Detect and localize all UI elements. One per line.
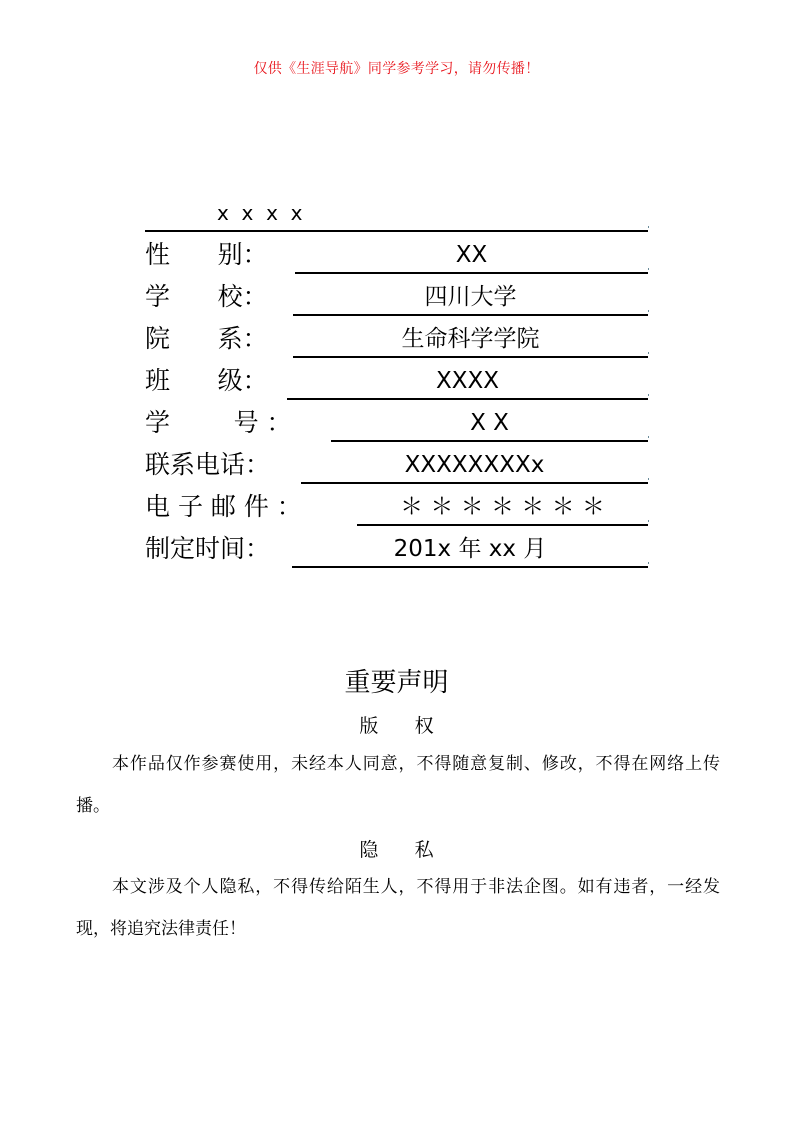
department-field-line: [293, 322, 648, 358]
class-label: 班 级：: [145, 366, 268, 395]
watermark-notice: 仅供《生涯导航》同学参考学习，请勿传播！: [253, 61, 540, 77]
privacy-heading: 隐 私: [359, 839, 434, 861]
email-field-line: [357, 490, 648, 526]
name-field-line: [145, 196, 648, 232]
form-row-class: [145, 358, 650, 400]
copyright-text: 本作品仅作参赛使用，未经本人同意，不得随意复制、修改，不得在网络上传播。: [76, 754, 720, 816]
phone-value: XXXXXXXXx: [404, 452, 545, 478]
form-row-date: [145, 526, 650, 568]
student-id-label: 学 号 ：: [145, 408, 292, 437]
gender-value: XX: [455, 242, 488, 268]
form-row-department: [145, 316, 650, 358]
form-row-student-id: [145, 400, 650, 442]
gender-label: 性 别：: [145, 240, 268, 269]
date-field-line: [292, 532, 648, 568]
line-end-mark: [648, 310, 649, 312]
line-end-mark: [648, 436, 649, 438]
department-value: 生命科学学院: [401, 326, 540, 352]
phone-label: 联系电话：: [145, 450, 271, 479]
line-end-mark: [648, 226, 649, 228]
line-end-mark: [648, 478, 649, 480]
line-end-mark: [648, 562, 649, 564]
declaration-title: 重要声明: [344, 668, 449, 698]
form-row-gender: [145, 232, 650, 274]
student-id-value: X X: [470, 410, 509, 436]
form-row-phone: [145, 442, 650, 484]
school-label: 学 校：: [145, 282, 268, 311]
gender-field-line: [295, 238, 648, 274]
school-value: 四川大学: [424, 284, 517, 310]
line-end-mark: [648, 352, 649, 354]
student-id-field-line: [331, 406, 648, 442]
class-field-line: [287, 364, 648, 400]
form-row-school: [145, 274, 650, 316]
line-end-mark: [648, 268, 649, 270]
email-value: ＊ ＊ ＊ ＊ ＊ ＊ ＊: [400, 494, 605, 520]
copyright-heading: 版 权: [359, 715, 434, 737]
department-label: 院 系：: [145, 324, 268, 353]
form-row-name: [145, 190, 650, 232]
line-end-mark: [648, 394, 649, 396]
class-value: XXXX: [435, 368, 500, 394]
form-row-email: [145, 484, 650, 526]
name-value: x x x x: [217, 201, 303, 225]
date-value: 201x 年 xx 月: [393, 536, 547, 562]
school-field-line: [293, 280, 648, 316]
line-end-mark: [648, 520, 649, 522]
privacy-text: 本文涉及个人隐私，不得传给陌生人，不得用于非法企图。如有违者，一经发现，将追究法律责任！: [76, 877, 720, 939]
phone-field-line: [301, 448, 648, 484]
date-label: 制定时间：: [145, 534, 271, 563]
email-label: 电 子 邮 件 ：: [145, 492, 302, 521]
